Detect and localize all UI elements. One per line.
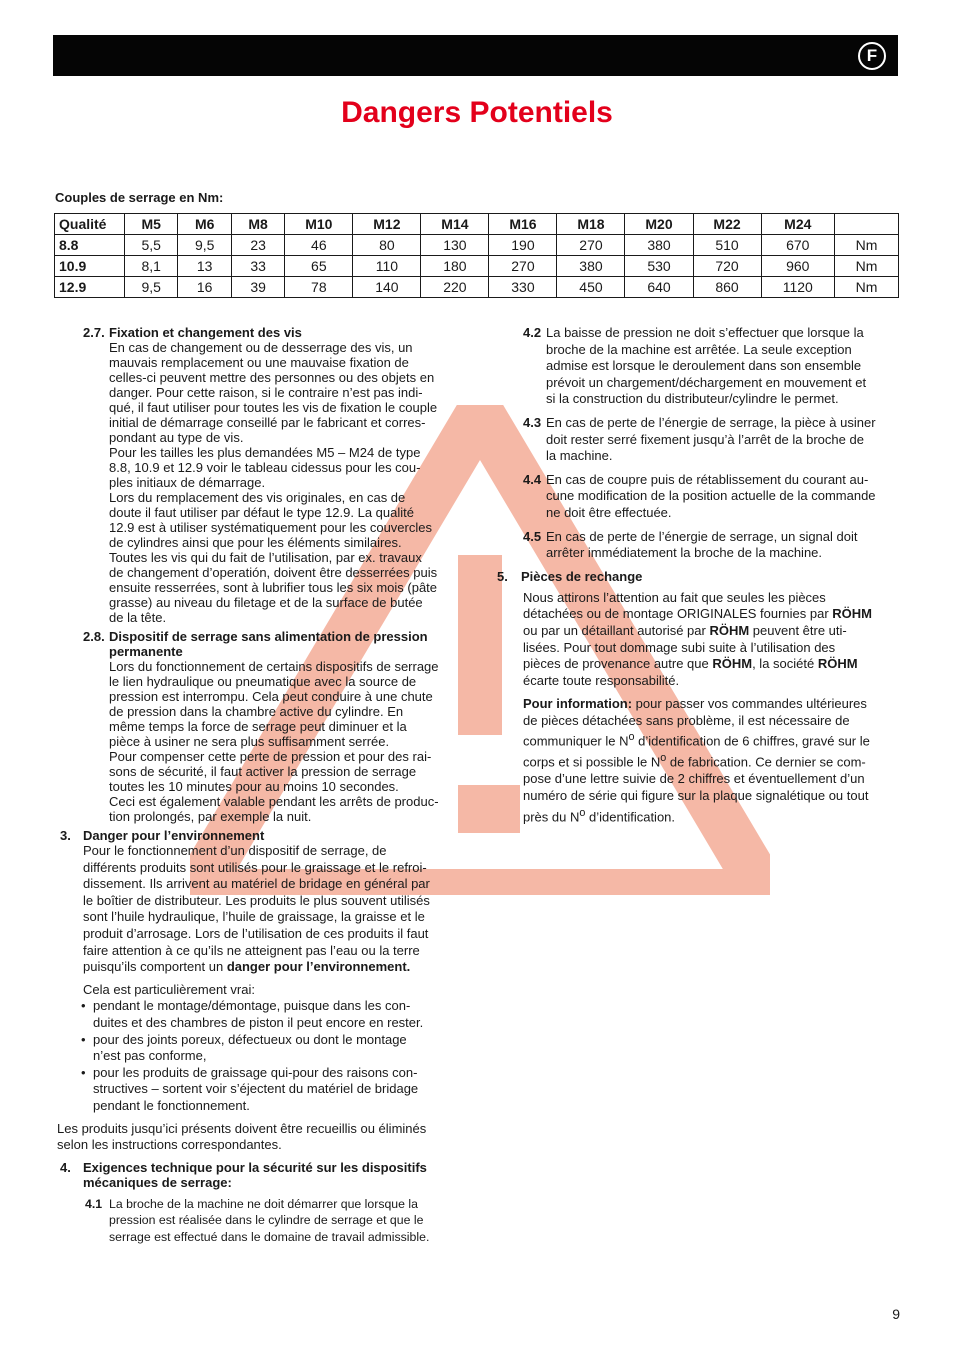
- section-title: permanente: [109, 644, 183, 659]
- table-cell: 39: [231, 277, 284, 298]
- text-line: faire attention à ce qu’ils ne atteignent pas l’eau ou la terre: [83, 942, 420, 958]
- text-line: prévoit un chargement/déchargement en mouvement et: [546, 374, 867, 390]
- text-line: Ceci est également valable pendant les arrêts de produc-: [109, 794, 439, 809]
- section-number: 4.: [60, 1159, 71, 1175]
- table-cell: 530: [625, 256, 693, 277]
- table-header-cell: M20: [625, 214, 693, 235]
- text-span: peuvent être uti-: [749, 622, 847, 638]
- closing-paragraph: [57, 1121, 463, 1154]
- table-header-cell: M5: [125, 214, 178, 235]
- text-line: qué, il faut utiliser pour toutes les vis de fixation le couple: [109, 400, 438, 415]
- text-span: corps et si possible le N: [523, 754, 661, 770]
- section-number: 4.3: [523, 414, 542, 430]
- text-line: • pour les produits de graissage qui-pour des raisons con-: [93, 1064, 418, 1080]
- text-line: de changement d’operatión, doivent être desserrées puis: [109, 565, 438, 580]
- table-cell: 180: [421, 256, 489, 277]
- section-title: Pièces de rechange: [521, 568, 643, 584]
- section-body: [57, 843, 463, 976]
- text-line: même temps la force de serrage peut diminuer et la: [109, 719, 407, 734]
- subsection-4-3: [497, 415, 900, 465]
- text-line: Toutes les vis qui du fait de l’utilisation, par ex. travaux: [109, 550, 422, 565]
- text-line: grasse) au niveau du filetage et de la surface de butée: [109, 595, 423, 610]
- text-line: 12.9 est à utiliser systématiquement pour les couvercles: [109, 520, 432, 535]
- section-title: Exigences technique pour la sécurité sur les dispositifs: [83, 1159, 427, 1175]
- table-cell: 78: [285, 277, 353, 298]
- text-span: d’identification.: [585, 808, 676, 824]
- section-title: Dispositif de serrage sans alimentation de pression: [109, 629, 428, 644]
- text-line: En cas de perte de l’énergie de serrage, un signal doit: [546, 528, 858, 544]
- table-header-cell: Qualité: [55, 214, 125, 235]
- page-title: Dangers Potentiels: [341, 96, 613, 129]
- emphasis-text: danger pour l’environnement.: [226, 959, 411, 975]
- section-heading: [57, 629, 463, 659]
- text-line: de pièces détachées sans problème, il est nécessaire de: [523, 712, 850, 728]
- brand-name: RÖHM: [817, 656, 858, 672]
- text-line: ne doit être effectuée.: [546, 504, 672, 520]
- text-line: Lors du fonctionnement de certains dispositifs de serrage: [109, 659, 439, 674]
- text-line: initial de démarrage conseillé par le fabricant et corres-: [109, 415, 426, 430]
- text-span: près du N: [523, 808, 580, 824]
- text-line: La baisse de pression ne doit s’effectuer que lorsque la: [546, 325, 864, 340]
- text-line: admise est lorsque le deroulement dans son ensemble: [546, 358, 862, 374]
- text-line: [523, 606, 900, 623]
- table-cell: Nm: [835, 235, 899, 256]
- text-line: si la construction du distributeur/cylindre le permet.: [546, 391, 839, 407]
- text-line: [523, 805, 900, 826]
- text-line: produit d’arrosage. Lors de l’utilisation de ces produits il faut: [83, 925, 429, 941]
- text-line: Nous attirons l’attention au fait que seules les pièces: [523, 589, 826, 605]
- table-header-cell: M12: [353, 214, 421, 235]
- table-cell: 16: [178, 277, 231, 298]
- text-line: pondant au type de vis.: [109, 430, 244, 445]
- text-line: [523, 623, 900, 640]
- section-body: [57, 340, 463, 625]
- text-line: ensuite resserrées, sont à lubrifier tous les six mois (pâte: [109, 580, 438, 595]
- text-line: doute il faut utiliser par défaut le type 12.9. La qualité: [109, 505, 414, 520]
- text-line: pression est réalisée dans le cylindre de serrage et que le: [109, 1213, 424, 1228]
- text-line: Lors du remplacement des vis originales, en cas de: [109, 490, 406, 505]
- table-cell: 23: [231, 235, 284, 256]
- table-cell: 10.9: [55, 256, 125, 277]
- text-line: • pour des joints poreux, défectueux ou dont le montage: [93, 1031, 407, 1047]
- table-header-cell: M16: [489, 214, 557, 235]
- text-line: numéro de série qui figure sur la plaque signalétique ou tout: [523, 787, 869, 803]
- table-header-cell: M6: [178, 214, 231, 235]
- text-line: pièce à usiner ne sera plus suffisamment serrée.: [109, 734, 390, 749]
- text-line: En cas de coupre puis de rétablissement du courant au-: [546, 471, 869, 487]
- text-line: ples initiaux de démarrage.: [109, 475, 266, 490]
- table-cell: 46: [285, 235, 353, 256]
- subsection-4-2: [497, 325, 900, 408]
- right-column: [497, 325, 900, 832]
- text-span: de fabrication. Ce dernier se com-: [666, 754, 866, 770]
- table-cell: 110: [353, 256, 421, 277]
- table-cell: 13: [178, 256, 231, 277]
- table-cell: Nm: [835, 277, 899, 298]
- text-line: Les produits jusqu’ici présents doivent être recueillis ou éliminés: [57, 1120, 427, 1136]
- table-cell: 330: [489, 277, 557, 298]
- table-header-cell: M24: [761, 214, 834, 235]
- text-line: 8.8, 10.9 et 12.9 voir le tableau cidessus pour les cou-: [109, 460, 421, 475]
- text-span: ou par un détaillant autorisé par: [523, 622, 710, 638]
- text-line: pose d’une lettre suivie de 2 chiffres et éventuellement d’un: [523, 771, 865, 787]
- subsection-4-4: [497, 472, 900, 522]
- text-span: pièces de provenance autre que: [523, 656, 713, 672]
- text-line: pression est interrompu. Cela peut conduire à une chute: [109, 689, 433, 704]
- section-title: mécaniques de serrage:: [83, 1174, 232, 1190]
- text-line: tion prolongés, par exemple la nuit.: [109, 809, 312, 824]
- text-line: selon les instructions correspondantes.: [57, 1137, 282, 1153]
- text-line: Pour les tailles les plus demandées M5 – M24 de type: [109, 445, 421, 460]
- text-span: puisqu’ils comportent un: [83, 959, 227, 975]
- text-line: En cas de perte de l’énergie de serrage, la pièce à usiner: [546, 414, 876, 430]
- table-row: [55, 256, 899, 277]
- left-column: [57, 325, 463, 1245]
- text-span: détachées ou de montage ORIGINALES fournies par: [523, 606, 833, 622]
- text-line: écarte toute responsabilité.: [523, 672, 680, 688]
- table-cell: 12.9: [55, 277, 125, 298]
- table-cell: 510: [693, 235, 761, 256]
- text-line: [523, 696, 900, 713]
- table-cell: 1120: [761, 277, 834, 298]
- text-line: de la tête.: [109, 610, 167, 625]
- page-number: 9: [892, 1306, 900, 1322]
- text-span: , la société: [752, 656, 818, 672]
- text-line: duites et des chambres de piston il peut encore en rester.: [93, 1014, 424, 1030]
- text-line: de pression dans la chambre active du cylindre. En: [109, 704, 404, 719]
- table-header-row: [55, 214, 899, 235]
- section-number: 3.: [60, 828, 71, 843]
- text-line: celles-ci peuvent mettre des personnes ou des objets en: [109, 370, 435, 385]
- torque-table: [54, 213, 899, 298]
- table-cell: 860: [693, 277, 761, 298]
- table-row: [55, 277, 899, 298]
- subsection-4-5: [497, 529, 900, 562]
- section-title: Fixation et changement des vis: [109, 325, 302, 340]
- list-item: [81, 998, 463, 1031]
- text-line: lisées. Pour tout dommage subi suite à l’utilisation des: [523, 639, 836, 655]
- spare-parts-paragraph: [497, 590, 900, 690]
- table-row: [55, 235, 899, 256]
- text-line: sons de sécurité, il faut activer la pression de serrage: [109, 764, 417, 779]
- text-span: d’identification de 6 chiffres, gravé sur le: [634, 733, 870, 749]
- text-line: [523, 656, 900, 673]
- table-cell: 140: [353, 277, 421, 298]
- text-line: le boîtier de distributeur. Les produits le plus souvent utilisés: [83, 892, 430, 908]
- text-line: [523, 729, 900, 750]
- section-number: 2.8.: [83, 629, 105, 644]
- text-span: communiquer le N: [523, 733, 629, 749]
- table-cell: 9,5: [125, 277, 178, 298]
- table-header-cell: [835, 214, 899, 235]
- table-cell: 960: [761, 256, 834, 277]
- table-cell: 8,1: [125, 256, 178, 277]
- table-cell: 270: [489, 256, 557, 277]
- table-cell: 380: [625, 235, 693, 256]
- table-cell: 9,5: [178, 235, 231, 256]
- section-number: 4.2: [523, 325, 542, 340]
- table-cell: 80: [353, 235, 421, 256]
- text-line: • pendant le montage/démontage, puisque dans les con-: [93, 998, 411, 1014]
- section-title: Danger pour l’environnement: [83, 828, 265, 843]
- text-line: mauvais remplacement ou une mauvaise fixation de: [109, 355, 409, 370]
- text-line: La broche de la machine ne doit démarrer que lorsque la: [109, 1196, 418, 1211]
- text-line: le lien hydraulique ou pneumatique avec la source de: [109, 674, 417, 689]
- text-line: broche de la machine est arrêtée. La seule exception: [546, 341, 852, 357]
- brand-name: RÖHM: [712, 656, 753, 672]
- text-line: [523, 750, 900, 771]
- table-header-cell: M18: [557, 214, 625, 235]
- table-cell: 5,5: [125, 235, 178, 256]
- table-cell: 670: [761, 235, 834, 256]
- text-line: arrêter immédiatement la broche de la machine.: [546, 545, 823, 561]
- section-number: 4.1: [85, 1196, 103, 1211]
- section-heading: [57, 325, 463, 340]
- text-line: différents produits sont utilisés pour le graissage et le refroi-: [83, 859, 427, 875]
- table-cell: 450: [557, 277, 625, 298]
- section-heading: [57, 1160, 463, 1190]
- brand-name: RÖHM: [832, 606, 873, 622]
- table-cell: 220: [421, 277, 489, 298]
- section-number: 2.7.: [83, 325, 105, 340]
- brand-name: RÖHM: [709, 622, 750, 638]
- emphasis-text: Pour information:: [523, 696, 633, 712]
- information-paragraph: [497, 696, 900, 825]
- table-cell: 720: [693, 256, 761, 277]
- superscript: o: [660, 752, 667, 765]
- text-line: Pour le fonctionnement d’un dispositif de serrage, de: [83, 843, 387, 858]
- text-line: pendant le fonctionnement.: [93, 1097, 250, 1113]
- bullet-list: [57, 998, 463, 1114]
- table-header-cell: M10: [285, 214, 353, 235]
- table-header-cell: M8: [231, 214, 284, 235]
- table-cell: 380: [557, 256, 625, 277]
- subsection-4-1: [57, 1196, 463, 1246]
- section-number: 4.5: [523, 528, 542, 544]
- text-line: la machine.: [546, 448, 613, 464]
- table-cell: 640: [625, 277, 693, 298]
- text-line: cune modification de la position actuelle de la commande: [546, 488, 876, 504]
- superscript: o: [628, 731, 635, 744]
- section-body: [57, 659, 463, 824]
- text-line: danger. Pour cette raison, si le contraire n’est pas indi-: [109, 385, 423, 400]
- language-badge: F: [858, 42, 886, 70]
- text-line: Pour compenser cette perte de pression et pour des rai-: [109, 749, 432, 764]
- text-line: structives – sortent voir s’éjectent du matériel de bridage: [93, 1081, 419, 1097]
- table-header-cell: M22: [693, 214, 761, 235]
- section-number: 4.4: [523, 471, 542, 487]
- text-line: En cas de changement ou de desserrage des vis, un: [109, 340, 413, 355]
- table-cell: 130: [421, 235, 489, 256]
- table-cell: 65: [285, 256, 353, 277]
- text-line: doit rester serré fixement jusqu’à l’arrêt de la broche de: [546, 431, 864, 447]
- section-heading: [497, 569, 900, 584]
- text-line: dissement. Ils arrivent au matériel de bridage en général par: [83, 876, 430, 892]
- superscript: o: [579, 806, 586, 819]
- text-span: pour passer vos commandes ultérieures: [632, 696, 867, 712]
- text-line: de cylindres ainsi que pour les éléments similaires.: [109, 535, 402, 550]
- table-cell: 8.8: [55, 235, 125, 256]
- text-line: serrage est effectué dans le domaine de travail admissible.: [109, 1229, 430, 1244]
- header-bar: [53, 35, 898, 76]
- text-line: sont l’huile hydraulique, l’huile de graissage, la graisse et le: [83, 909, 425, 925]
- section-number: 5.: [497, 568, 508, 584]
- text-line: toutes les 10 minutes pour au moins 10 secondes.: [109, 779, 399, 794]
- list-item: [81, 1032, 463, 1065]
- text-line: n’est pas conforme,: [93, 1048, 207, 1064]
- text-line: [83, 959, 463, 976]
- table-cell: 270: [557, 235, 625, 256]
- table-cell: 33: [231, 256, 284, 277]
- table-cell: Nm: [835, 256, 899, 277]
- section-heading: [57, 828, 463, 843]
- torque-table-caption: Couples de serrage en Nm:: [55, 190, 224, 205]
- table-header-cell: M14: [421, 214, 489, 235]
- intro-line: Cela est particulièrement vrai:: [83, 981, 255, 997]
- list-item: [81, 1065, 463, 1115]
- table-cell: 190: [489, 235, 557, 256]
